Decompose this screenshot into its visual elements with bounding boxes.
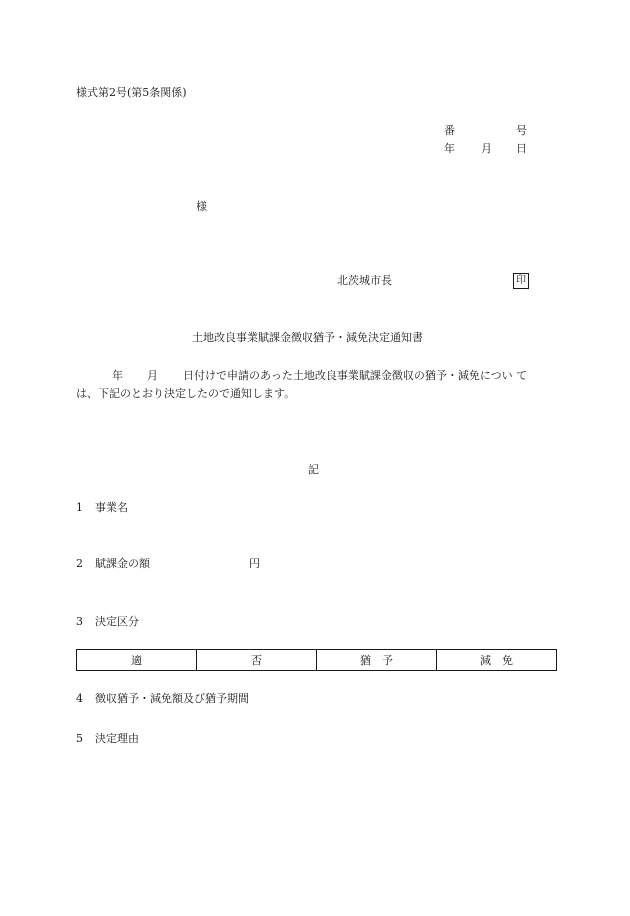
decision-category-table bbox=[76, 649, 557, 671]
item-1-label: 事業名 bbox=[95, 501, 128, 514]
decision-option-exemption: 減 免 bbox=[437, 650, 557, 671]
item-2-label: 賦課金の額 bbox=[95, 557, 150, 570]
addressee-suffix: 様 bbox=[196, 200, 207, 213]
body-year-label: 年 bbox=[112, 369, 123, 382]
item-3-number: 3 bbox=[76, 615, 83, 628]
form-label: 様式第2号(第5条関係) bbox=[76, 86, 187, 99]
item-1-number: 1 bbox=[76, 501, 83, 514]
date-month-label: 月 bbox=[481, 142, 492, 155]
date-day-label: 日 bbox=[516, 142, 527, 155]
table-row bbox=[77, 650, 557, 671]
issuer-name: 北茨城市長 bbox=[337, 274, 392, 287]
item-3-label: 決定区分 bbox=[95, 615, 139, 628]
body-month-label: 月 bbox=[147, 369, 158, 382]
item-4-number: 4 bbox=[76, 692, 83, 705]
doc-number-label-2: 号 bbox=[516, 124, 527, 137]
item-4-label: 徴収猶予・減免額及び猶予期間 bbox=[95, 692, 249, 705]
item-5-number: 5 bbox=[76, 732, 83, 745]
decision-option-approve: 適 bbox=[77, 650, 197, 671]
decision-option-reject: 否 bbox=[197, 650, 317, 671]
ki-heading: 記 bbox=[308, 463, 319, 476]
body-text-line1: 日付けで申請のあった土地改良事業賦課金徴収の猶予・減免につい て bbox=[183, 369, 528, 382]
item-2-number: 2 bbox=[76, 557, 83, 570]
doc-number-label-1: 番 bbox=[444, 124, 455, 137]
item-2-unit: 円 bbox=[249, 557, 260, 570]
document-title: 土地改良事業賦課金徴収猶予・減免決定通知書 bbox=[192, 331, 423, 344]
seal-stamp: 印 bbox=[513, 273, 529, 289]
decision-option-postpone: 猶 予 bbox=[317, 650, 437, 671]
date-year-label: 年 bbox=[444, 142, 455, 155]
item-5-label: 決定理由 bbox=[95, 732, 139, 745]
body-text-line2: は、下記のとおり決定したので通知します。 bbox=[76, 387, 296, 400]
